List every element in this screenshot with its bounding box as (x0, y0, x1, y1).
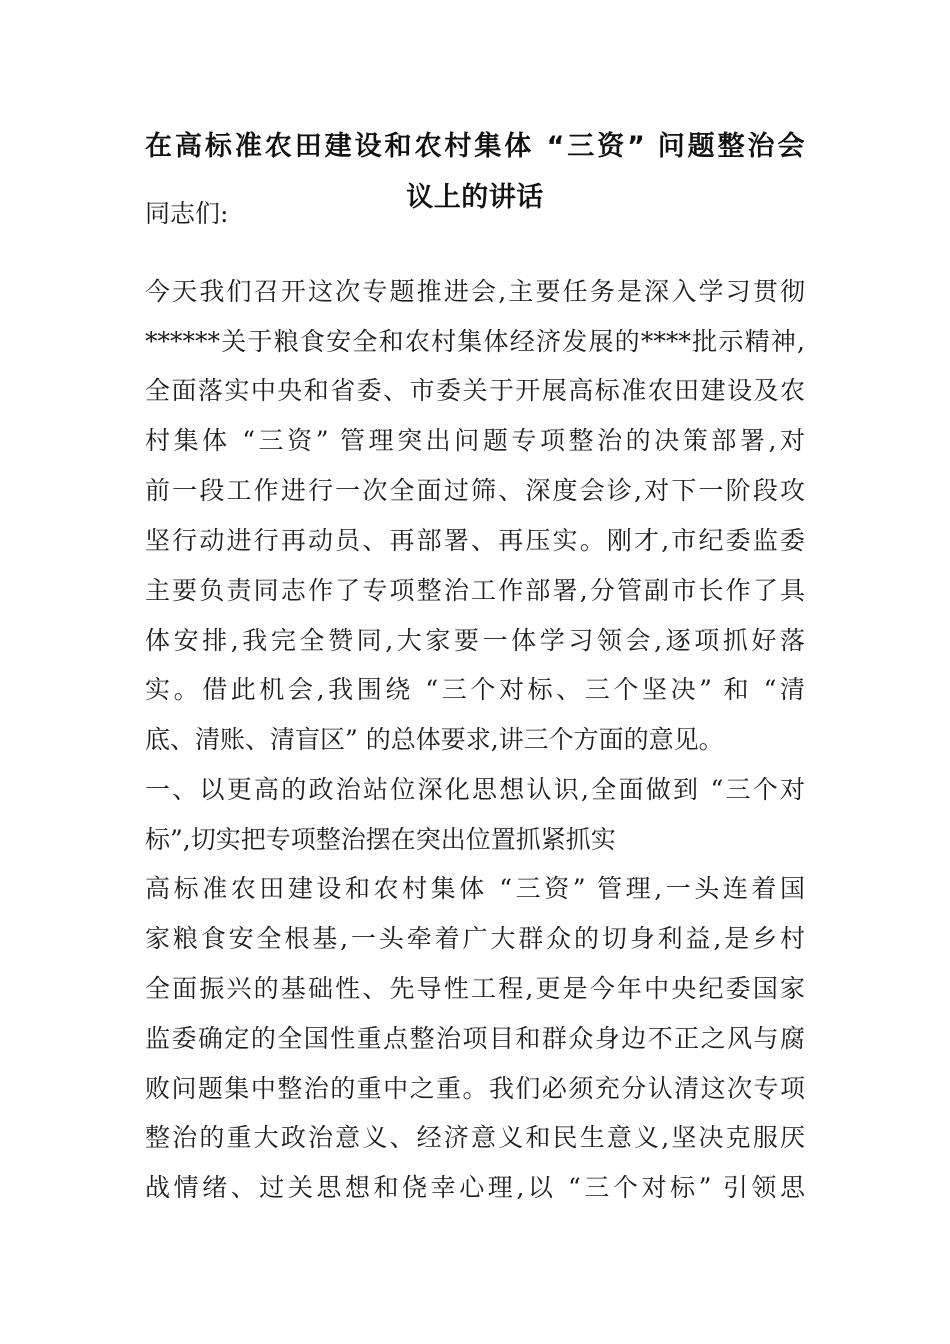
body-line: 今天我们召开这次专题推进会,主要任务是深入学习贯彻 (145, 277, 805, 306)
body-line: 高标准农田建设和农村集体 “三资” 管理,一头连着国 (145, 874, 805, 903)
body-line: 败问题集中整治的重中之重。我们必须充分认清这次专项 (145, 1074, 805, 1103)
body-line: 家粮食安全根基,一头牵着广大群众的切身利益,是乡村 (145, 924, 805, 953)
body-line: 村集体 “三资” 管理突出问题专项整治的决策部署,对 (145, 426, 805, 455)
body-line: 全面落实中央和省委、市委关于开展高标准农田建设及农 (145, 376, 805, 405)
body-line: 整治的重大政治意义、经济意义和民生意义,坚决克服厌 (145, 1123, 805, 1152)
body-line: 实。借此机会,我围绕 “三个对标、三个坚决” 和 “清 (145, 675, 805, 704)
salutation: 同志们: (145, 199, 229, 228)
document-title-line-2: 议上的讲话 (406, 182, 544, 213)
body-line: 底、清账、清盲区” 的总体要求,讲三个方面的意见。 (145, 725, 724, 754)
body-line: 主要负责同志作了专项整治工作部署,分管副市长作了具 (145, 576, 805, 605)
section-heading-line: 一、以更高的政治站位深化思想认识,全面做到 “三个对 (145, 775, 805, 804)
body-line: 坚行动进行再动员、再部署、再压实。刚才,市纪委监委 (145, 526, 805, 555)
body-line: 全面振兴的基础性、先导性工程,更是今年中央纪委国家 (145, 974, 805, 1003)
body-line: 体安排,我完全赞同,大家要一体学习领会,逐项抓好落 (145, 626, 805, 655)
section-heading-line: 标”,切实把专项整治摆在突出位置抓紧抓实 (145, 825, 616, 854)
body-line: 前一段工作进行一次全面过筛、深度会诊,对下一阶段攻 (145, 476, 805, 505)
body-line: 监委确定的全国性重点整治项目和群众身边不正之风与腐 (145, 1024, 805, 1053)
document-title-line-1: 在高标准农田建设和农村集体 “三资” 问题整治会 (145, 131, 805, 162)
body-line: 战情绪、过关思想和侥幸心理,以 “三个对标” 引领思 (145, 1173, 805, 1202)
body-line: ******关于粮食安全和农村集体经济发展的****批示精神, (145, 327, 805, 356)
